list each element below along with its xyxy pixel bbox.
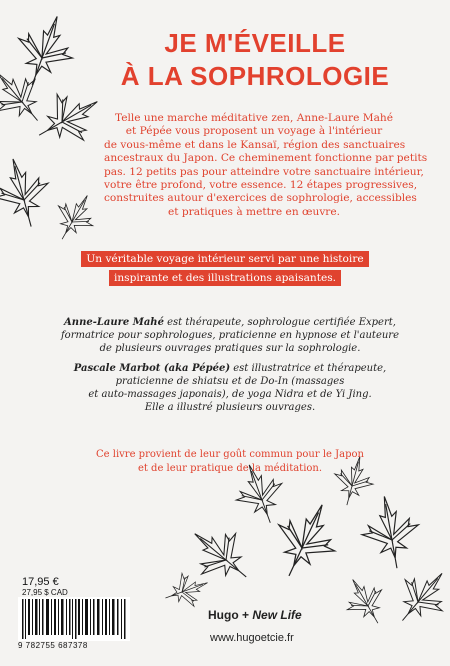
author-bios (60, 316, 400, 414)
maple-leaf-icon (178, 514, 263, 598)
plus-icon: + (242, 608, 250, 622)
bio-text: Elle a illustré plusieurs ouvrages. (144, 402, 316, 414)
title-line: À LA SOPHROLOGIE (120, 61, 390, 91)
banner-line: Un véritable voyage intérieur servi par une histoire (81, 251, 368, 267)
intro-line: construites autour d'exercices de sophrologie, accessibles (104, 192, 417, 205)
maple-leaf-icon (5, 7, 84, 95)
intro-line: ancestraux du Japon. Ce cheminement fonctionne par petits (104, 152, 428, 165)
intro-text (104, 112, 428, 219)
highlight-banner (0, 252, 450, 290)
intro-line: Telle une marche méditative zen, Anne-Laure Mahé (114, 112, 394, 124)
bio-text: formatrice pour sophrologues, praticienne en hypnose et l'auteure (60, 330, 400, 342)
intro-line: et Pépée vous proposent un voyage à l'intérieur (125, 125, 383, 138)
maple-leaf-icon (336, 570, 395, 633)
book-title (100, 27, 410, 93)
barcode-number: 9 782755 687378 (18, 641, 88, 650)
publisher-hugo: Hugo (208, 608, 239, 622)
closing-line: et de leur pratique de la méditation. (137, 463, 323, 474)
banner-line: inspirante et des illustrations apaisantes. (109, 270, 341, 286)
author-name: Anne-Laure Mahé (64, 317, 164, 328)
barcode (18, 597, 130, 651)
closing-line: Ce livre provient de leur goût commun pour le Japon (96, 449, 364, 460)
intro-line: pas. 12 petits pas pour atteindre votre sanctuaire intérieur, (104, 165, 424, 178)
maple-leaf-icon (159, 566, 213, 614)
illustrator-name: Pascale Marbot (aka Pépée) (73, 362, 231, 374)
publisher-logo (208, 608, 302, 622)
maple-leaf-icon (384, 558, 450, 636)
publisher-website: www.hugoetcie.fr (210, 632, 294, 644)
price-cad: 27,95 $ CAD (22, 588, 68, 597)
closing-text (60, 448, 400, 476)
maple-leaf-icon (0, 152, 58, 234)
intro-line: de vous-même et dans le Kansaï, région des sanctuaires (104, 138, 406, 151)
bio-text: est thérapeute, sophrologue certifiée Expert, (163, 317, 396, 328)
publisher-newlife: New Life (252, 608, 302, 622)
intro-line: votre être profond, votre essence. 12 étapes progressives, (104, 179, 418, 192)
title-line: JE M'ÉVEILLE (164, 28, 346, 58)
bio-text: praticienne de shiatsu et de Do-In (massages (115, 375, 345, 387)
bio-text: est illustratrice et thérapeute, (230, 362, 387, 374)
maple-leaf-icon (45, 186, 104, 249)
bio-text: et auto-massages japonais), de yoga Nidra et de Yi Jing. (88, 389, 372, 401)
intro-line: et pratiques à mettre en œuvre. (167, 205, 341, 218)
price-block (22, 576, 68, 597)
maple-leaf-icon (26, 79, 111, 158)
bio-text: de plusieurs ouvrages pratiques sur la sophrologie. (99, 343, 361, 355)
maple-leaf-icon (356, 492, 425, 574)
barcode-icon (18, 597, 130, 641)
price-eur: 17,95 € (22, 576, 59, 588)
maple-leaf-icon (261, 492, 350, 589)
